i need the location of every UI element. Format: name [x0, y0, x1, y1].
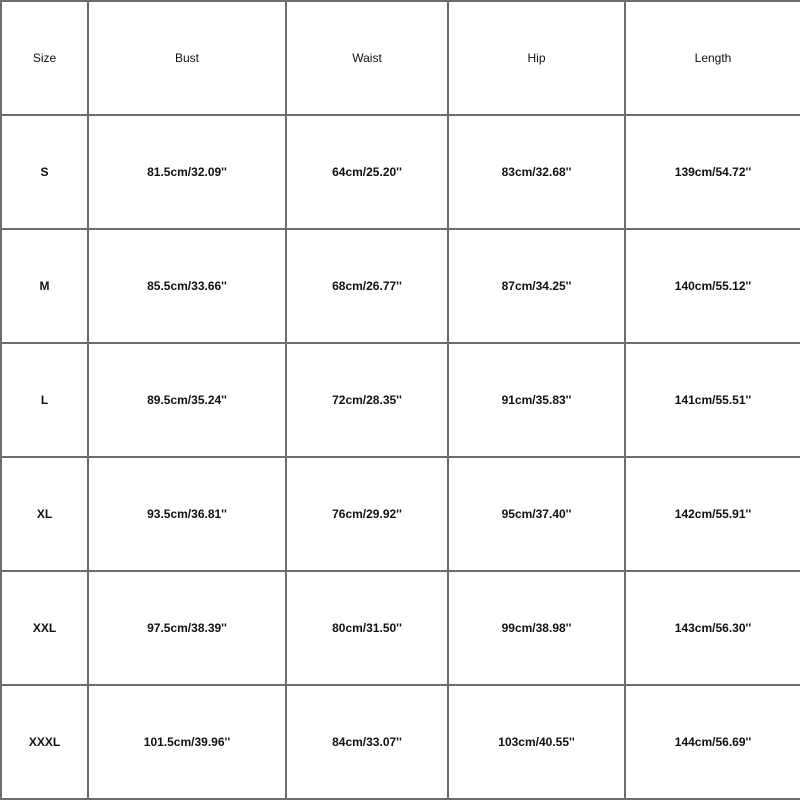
header-row	[1, 1, 800, 115]
length-cell: 144cm/56.69''	[625, 685, 800, 799]
length-cell: 140cm/55.12''	[625, 229, 800, 343]
bust-cell: 85.5cm/33.66''	[88, 229, 286, 343]
waist-cell: 68cm/26.77''	[286, 229, 448, 343]
header-bust: Bust	[88, 1, 286, 115]
size-cell: M	[1, 229, 88, 343]
header-size: Size	[1, 1, 88, 115]
size-cell: S	[1, 115, 88, 229]
waist-cell: 76cm/29.92''	[286, 457, 448, 571]
waist-cell: 72cm/28.35''	[286, 343, 448, 457]
bust-cell: 89.5cm/35.24''	[88, 343, 286, 457]
waist-cell: 84cm/33.07''	[286, 685, 448, 799]
bust-cell: 93.5cm/36.81''	[88, 457, 286, 571]
size-cell: XXXL	[1, 685, 88, 799]
hip-cell: 83cm/32.68''	[448, 115, 625, 229]
table-row	[1, 229, 800, 343]
waist-cell: 64cm/25.20''	[286, 115, 448, 229]
hip-cell: 99cm/38.98''	[448, 571, 625, 685]
header-hip: Hip	[448, 1, 625, 115]
hip-cell: 91cm/35.83''	[448, 343, 625, 457]
length-cell: 143cm/56.30''	[625, 571, 800, 685]
bust-cell: 101.5cm/39.96''	[88, 685, 286, 799]
length-cell: 142cm/55.91''	[625, 457, 800, 571]
table-row	[1, 685, 800, 799]
length-cell: 139cm/54.72''	[625, 115, 800, 229]
length-cell: 141cm/55.51''	[625, 343, 800, 457]
bust-cell: 81.5cm/32.09''	[88, 115, 286, 229]
hip-cell: 87cm/34.25''	[448, 229, 625, 343]
table-row	[1, 343, 800, 457]
table-row	[1, 457, 800, 571]
table-row	[1, 571, 800, 685]
size-cell: L	[1, 343, 88, 457]
header-waist: Waist	[286, 1, 448, 115]
bust-cell: 97.5cm/38.39''	[88, 571, 286, 685]
waist-cell: 80cm/31.50''	[286, 571, 448, 685]
header-length: Length	[625, 1, 800, 115]
size-cell: XXL	[1, 571, 88, 685]
hip-cell: 95cm/37.40''	[448, 457, 625, 571]
size-cell: XL	[1, 457, 88, 571]
table-row	[1, 115, 800, 229]
hip-cell: 103cm/40.55''	[448, 685, 625, 799]
